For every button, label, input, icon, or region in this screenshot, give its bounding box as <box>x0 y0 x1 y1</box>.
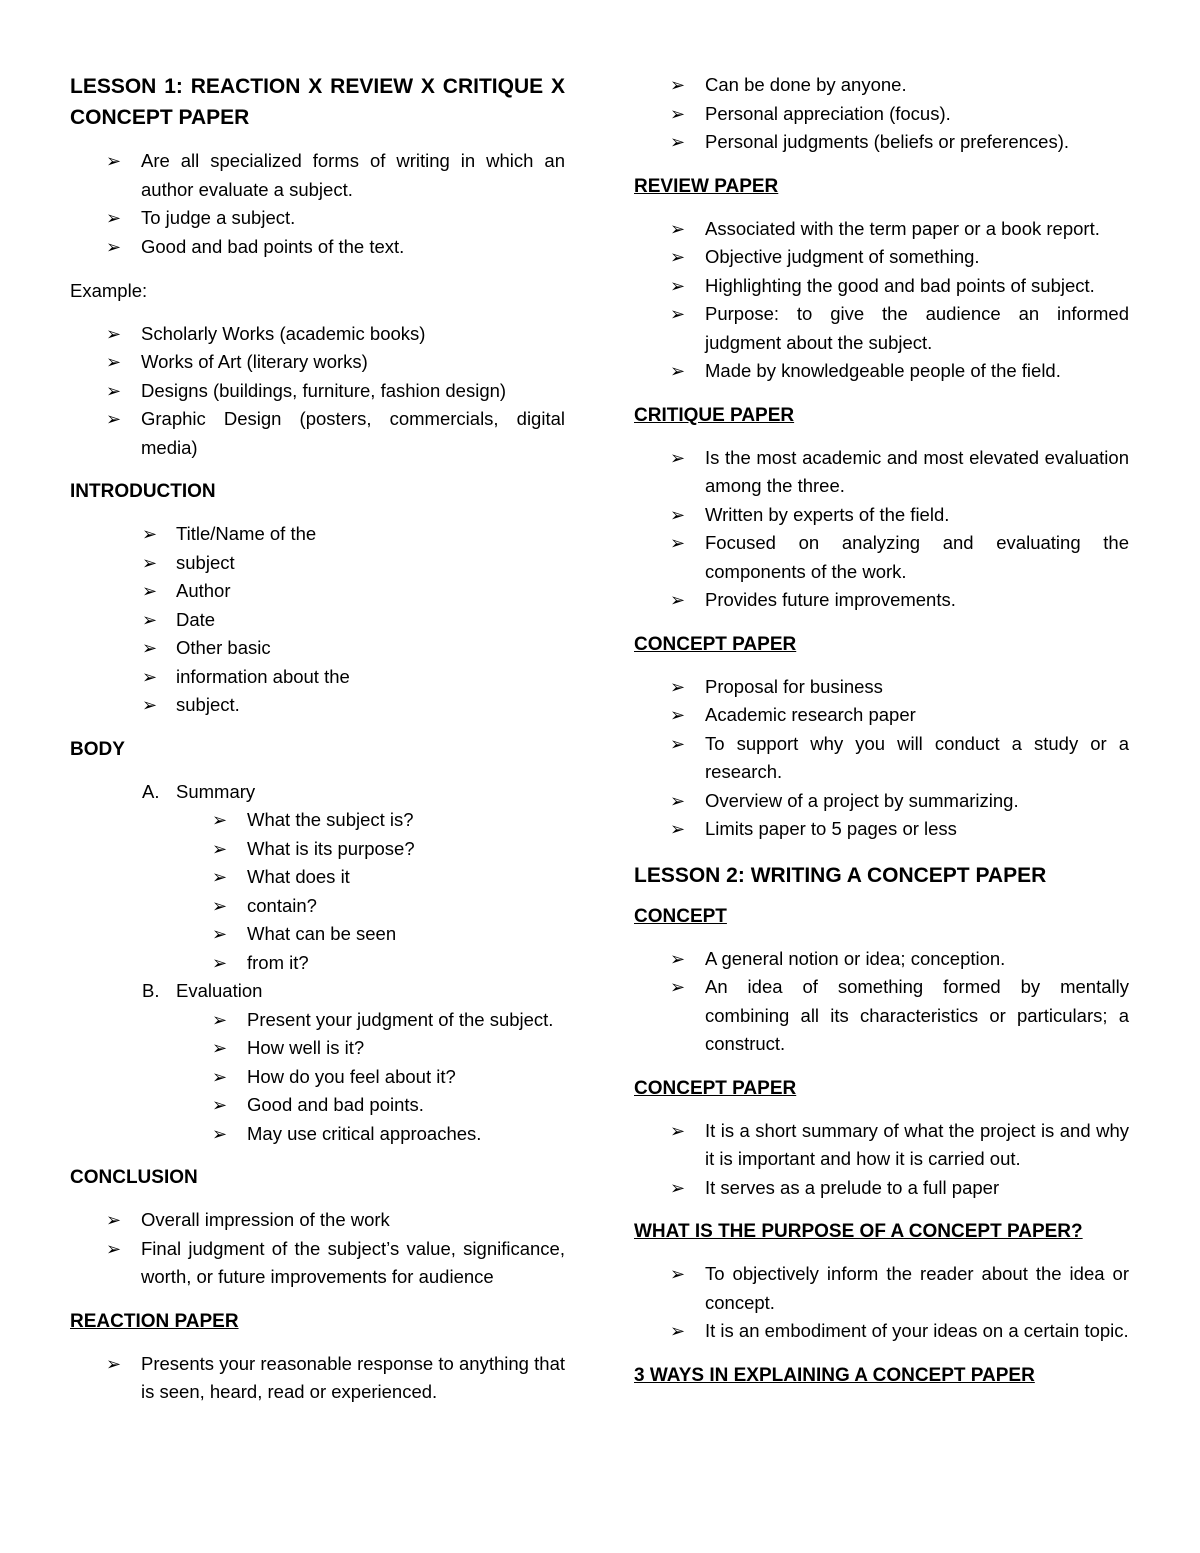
list-item <box>70 405 565 462</box>
list-item-text: Presents your reasonable response to anything that is seen, heard, read or experienced. <box>141 1352 565 1402</box>
arrow-bullet-icon: ➢ <box>142 581 158 601</box>
list-item <box>70 691 565 720</box>
arrow-bullet-icon: ➢ <box>670 1120 686 1141</box>
concept-paper2-list <box>634 1117 1129 1203</box>
list-item <box>70 1091 565 1120</box>
introduction-heading: INTRODUCTION <box>70 481 216 502</box>
list-item <box>634 529 1129 586</box>
concept-list <box>634 673 1129 844</box>
evaluation-letter: B. <box>142 980 160 1001</box>
arrow-bullet-icon: ➢ <box>212 867 228 887</box>
right-column <box>634 71 1129 1404</box>
list-item <box>70 634 565 663</box>
list-item <box>70 920 565 949</box>
list-item-text: Made by knowledgeable people of the field. <box>705 360 1061 381</box>
list-item-text: Is the most academic and most elevated evaluation among the three. <box>705 446 1129 496</box>
list-item <box>634 973 1129 1059</box>
list-item-text: Scholarly Works (academic books) <box>141 322 426 344</box>
list-item <box>70 549 565 578</box>
arrow-bullet-icon: ➢ <box>106 1353 122 1374</box>
list-item-text: It is a short summary of what the project is and why it is important and how it is carried out. <box>705 1119 1129 1169</box>
introduction-list <box>70 520 565 720</box>
list-item <box>70 606 565 635</box>
purpose-list <box>634 1260 1129 1346</box>
arrow-bullet-icon: ➢ <box>670 103 686 124</box>
summary-list <box>70 806 565 977</box>
list-item-text: Provides future improvements. <box>705 589 956 610</box>
list-item <box>70 1006 565 1035</box>
arrow-bullet-icon: ➢ <box>670 361 686 381</box>
arrow-bullet-icon: ➢ <box>212 952 228 973</box>
arrow-bullet-icon: ➢ <box>106 236 122 257</box>
list-item-text: Title/Name of the <box>176 523 317 544</box>
arrow-bullet-icon: ➢ <box>106 208 122 228</box>
list-item-text: It is an embodiment of your ideas on a certain topic. <box>705 1320 1129 1341</box>
list-item-text: What can be seen <box>247 923 397 944</box>
list-item <box>70 892 565 921</box>
arrow-bullet-icon: ➢ <box>142 695 158 715</box>
lesson2-title: LESSON 2: WRITING A CONCEPT PAPER <box>634 863 1047 887</box>
ways-heading: 3 WAYS IN EXPLAINING A CONCEPT PAPER <box>634 1364 1035 1386</box>
list-item <box>634 501 1129 530</box>
arrow-bullet-icon: ➢ <box>106 1238 122 1259</box>
arrow-bullet-icon: ➢ <box>142 609 158 630</box>
list-item-text: To objectively inform the reader about the idea or concept. <box>705 1263 1129 1313</box>
arrow-bullet-icon: ➢ <box>670 75 686 95</box>
arrow-bullet-icon: ➢ <box>106 352 122 372</box>
critique-list <box>634 444 1129 615</box>
body-heading: BODY <box>70 738 125 760</box>
list-item-text: What does it <box>247 866 350 887</box>
arrow-bullet-icon: ➢ <box>670 1321 686 1341</box>
arrow-bullet-icon: ➢ <box>212 1009 228 1030</box>
arrow-bullet-icon: ➢ <box>212 1038 228 1058</box>
list-item-text: Designs (buildings, furniture, fashion design) <box>141 379 507 401</box>
lesson1-title: LESSON 1: REACTION X REVIEW X CRITIQUE X CONCEPT PAPER <box>70 75 565 129</box>
arrow-bullet-icon: ➢ <box>670 247 686 267</box>
list-item <box>634 243 1129 272</box>
reaction-cont-list <box>634 71 1129 157</box>
list-item-text: A general notion or idea; conception. <box>705 947 1006 969</box>
list-item <box>634 300 1129 357</box>
list-item-text: Good and bad points. <box>247 1094 424 1115</box>
conclusion-list <box>70 1206 565 1292</box>
arrow-bullet-icon: ➢ <box>670 819 686 839</box>
list-item-text: Personal appreciation (focus). <box>705 102 951 124</box>
arrow-bullet-icon: ➢ <box>670 1177 686 1198</box>
example-list <box>70 320 565 463</box>
list-item-text: How do you feel about it? <box>247 1065 456 1087</box>
arrow-bullet-icon: ➢ <box>670 132 686 152</box>
list-item-text: Personal judgments (beliefs or preferences). <box>705 131 1070 152</box>
list-item-text: What is its purpose? <box>247 837 415 859</box>
list-item <box>70 835 565 864</box>
list-item-text: Purpose: to give the audience an informed judgment about the subject. <box>705 303 1129 353</box>
list-item-text: Associated with the term paper or a book report. <box>705 217 1100 239</box>
list-item-text: Limits paper to 5 pages or less <box>705 818 957 839</box>
arrow-bullet-icon: ➢ <box>142 552 158 573</box>
list-item <box>634 673 1129 702</box>
evaluation-list <box>70 1006 565 1149</box>
arrow-bullet-icon: ➢ <box>670 533 686 553</box>
list-item-text: Are all specialized forms of writing in which an author evaluate a subject. <box>141 150 565 200</box>
review-list <box>634 215 1129 386</box>
list-item <box>70 1235 565 1292</box>
list-item-text: May use critical approaches. <box>247 1122 482 1144</box>
arrow-bullet-icon: ➢ <box>670 504 686 525</box>
list-item <box>70 1206 565 1235</box>
list-item <box>70 348 565 377</box>
list-item-text: Author <box>176 580 231 601</box>
list-item <box>634 1260 1129 1317</box>
list-item <box>634 215 1129 244</box>
arrow-bullet-icon: ➢ <box>142 666 158 687</box>
list-item-text: Final judgment of the subject’s value, significance, worth, or future improvements for audience <box>141 1237 565 1287</box>
example-label: Example: <box>70 280 148 301</box>
concept-paper2-heading: CONCEPT PAPER <box>634 1077 797 1099</box>
list-item <box>634 357 1129 386</box>
list-item <box>70 577 565 606</box>
arrow-bullet-icon: ➢ <box>212 1095 228 1115</box>
evaluation-text: Evaluation <box>176 980 263 1001</box>
list-item-text: Proposal for business <box>705 675 883 697</box>
list-item-text: Highlighting the good and bad points of subject. <box>705 274 1095 296</box>
list-item <box>634 1117 1129 1174</box>
list-item <box>634 815 1129 844</box>
list-item-text: Present your judgment of the subject. <box>247 1008 554 1030</box>
list-item <box>634 701 1129 730</box>
list-item <box>634 586 1129 615</box>
list-item <box>634 787 1129 816</box>
list-item-text: subject <box>176 551 235 573</box>
arrow-bullet-icon: ➢ <box>212 924 228 944</box>
list-item <box>70 1350 565 1407</box>
list-item <box>634 444 1129 501</box>
arrow-bullet-icon: ➢ <box>670 447 686 468</box>
list-item <box>70 147 565 204</box>
list-item <box>70 949 565 978</box>
arrow-bullet-icon: ➢ <box>212 1066 228 1087</box>
list-item <box>70 1034 565 1063</box>
concept-def-list <box>634 945 1129 1059</box>
arrow-bullet-icon: ➢ <box>212 1123 228 1144</box>
list-item <box>634 1174 1129 1203</box>
list-item-text: Good and bad points of the text. <box>141 235 405 257</box>
arrow-bullet-icon: ➢ <box>670 733 686 754</box>
arrow-bullet-icon: ➢ <box>670 790 686 811</box>
arrow-bullet-icon: ➢ <box>670 590 686 610</box>
arrow-bullet-icon: ➢ <box>106 1210 122 1230</box>
list-item-text: An idea of something formed by mentally combining all its characteristics or particulars; a construct. <box>705 976 1129 1054</box>
concept-heading: CONCEPT <box>634 905 727 927</box>
list-item-text: Written by experts of the field. <box>705 503 950 525</box>
list-item-text: How well is it? <box>247 1037 365 1058</box>
list-item-text: Academic research paper <box>705 704 916 725</box>
arrow-bullet-icon: ➢ <box>212 838 228 859</box>
list-item <box>634 945 1129 974</box>
conclusion-heading: CONCLUSION <box>70 1167 198 1188</box>
reaction-paper-heading: REACTION PAPER <box>70 1310 239 1332</box>
list-item <box>70 320 565 349</box>
list-item-text: Graphic Design (posters, commercials, digital media) <box>141 408 565 458</box>
arrow-bullet-icon: ➢ <box>670 705 686 725</box>
list-item <box>70 1063 565 1092</box>
list-item-text: Other basic <box>176 637 271 658</box>
list-item <box>70 377 565 406</box>
list-item-text: To support why you will conduct a study or a research. <box>705 732 1129 782</box>
arrow-bullet-icon: ➢ <box>670 948 686 969</box>
arrow-bullet-icon: ➢ <box>670 218 686 239</box>
list-item <box>634 272 1129 301</box>
list-item <box>70 806 565 835</box>
left-column <box>70 71 565 1423</box>
purpose-heading: WHAT IS THE PURPOSE OF A CONCEPT PAPER? <box>634 1221 1083 1242</box>
list-item-text: information about the <box>176 665 350 687</box>
list-item-text: Focused on analyzing and evaluating the components of the work. <box>705 532 1129 582</box>
list-item <box>634 730 1129 787</box>
list-item <box>70 233 565 262</box>
list-item-text: It serves as a prelude to a full paper <box>705 1176 1000 1198</box>
arrow-bullet-icon: ➢ <box>212 810 228 830</box>
intro-list <box>70 147 565 261</box>
review-paper-heading: REVIEW PAPER <box>634 175 779 197</box>
arrow-bullet-icon: ➢ <box>670 1264 686 1284</box>
arrow-bullet-icon: ➢ <box>106 409 122 429</box>
arrow-bullet-icon: ➢ <box>106 323 122 344</box>
summary-label <box>70 778 565 807</box>
arrow-bullet-icon: ➢ <box>142 638 158 658</box>
list-item-text: Works of Art (literary works) <box>141 351 368 372</box>
list-item-text: from it? <box>247 951 309 973</box>
arrow-bullet-icon: ➢ <box>106 380 122 401</box>
evaluation-label <box>70 977 565 1006</box>
list-item-text: Objective judgment of something. <box>705 246 980 267</box>
arrow-bullet-icon: ➢ <box>670 304 686 324</box>
list-item <box>70 863 565 892</box>
arrow-bullet-icon: ➢ <box>670 275 686 296</box>
list-item <box>70 204 565 233</box>
summary-text: Summary <box>176 780 256 802</box>
list-item <box>634 1317 1129 1346</box>
list-item-text: To judge a subject. <box>141 207 296 228</box>
list-item <box>70 520 565 549</box>
list-item <box>70 663 565 692</box>
list-item-text: What the subject is? <box>247 809 414 830</box>
concept-paper-heading: CONCEPT PAPER <box>634 633 797 655</box>
reaction-list <box>70 1350 565 1407</box>
arrow-bullet-icon: ➢ <box>670 676 686 697</box>
critique-paper-heading: CRITIQUE PAPER <box>634 404 795 426</box>
arrow-bullet-icon: ➢ <box>106 151 122 171</box>
arrow-bullet-icon: ➢ <box>670 977 686 997</box>
list-item-text: Date <box>176 608 216 630</box>
summary-letter: A. <box>142 780 160 802</box>
arrow-bullet-icon: ➢ <box>212 895 228 916</box>
list-item <box>634 100 1129 129</box>
arrow-bullet-icon: ➢ <box>142 524 158 544</box>
list-item <box>634 71 1129 100</box>
list-item-text: subject. <box>176 694 240 715</box>
list-item-text: contain? <box>247 894 317 916</box>
list-item-text: Can be done by anyone. <box>705 74 907 95</box>
list-item-text: Overall impression of the work <box>141 1209 390 1230</box>
list-item <box>70 1120 565 1149</box>
list-item-text: Overview of a project by summarizing. <box>705 789 1019 811</box>
list-item <box>634 128 1129 157</box>
